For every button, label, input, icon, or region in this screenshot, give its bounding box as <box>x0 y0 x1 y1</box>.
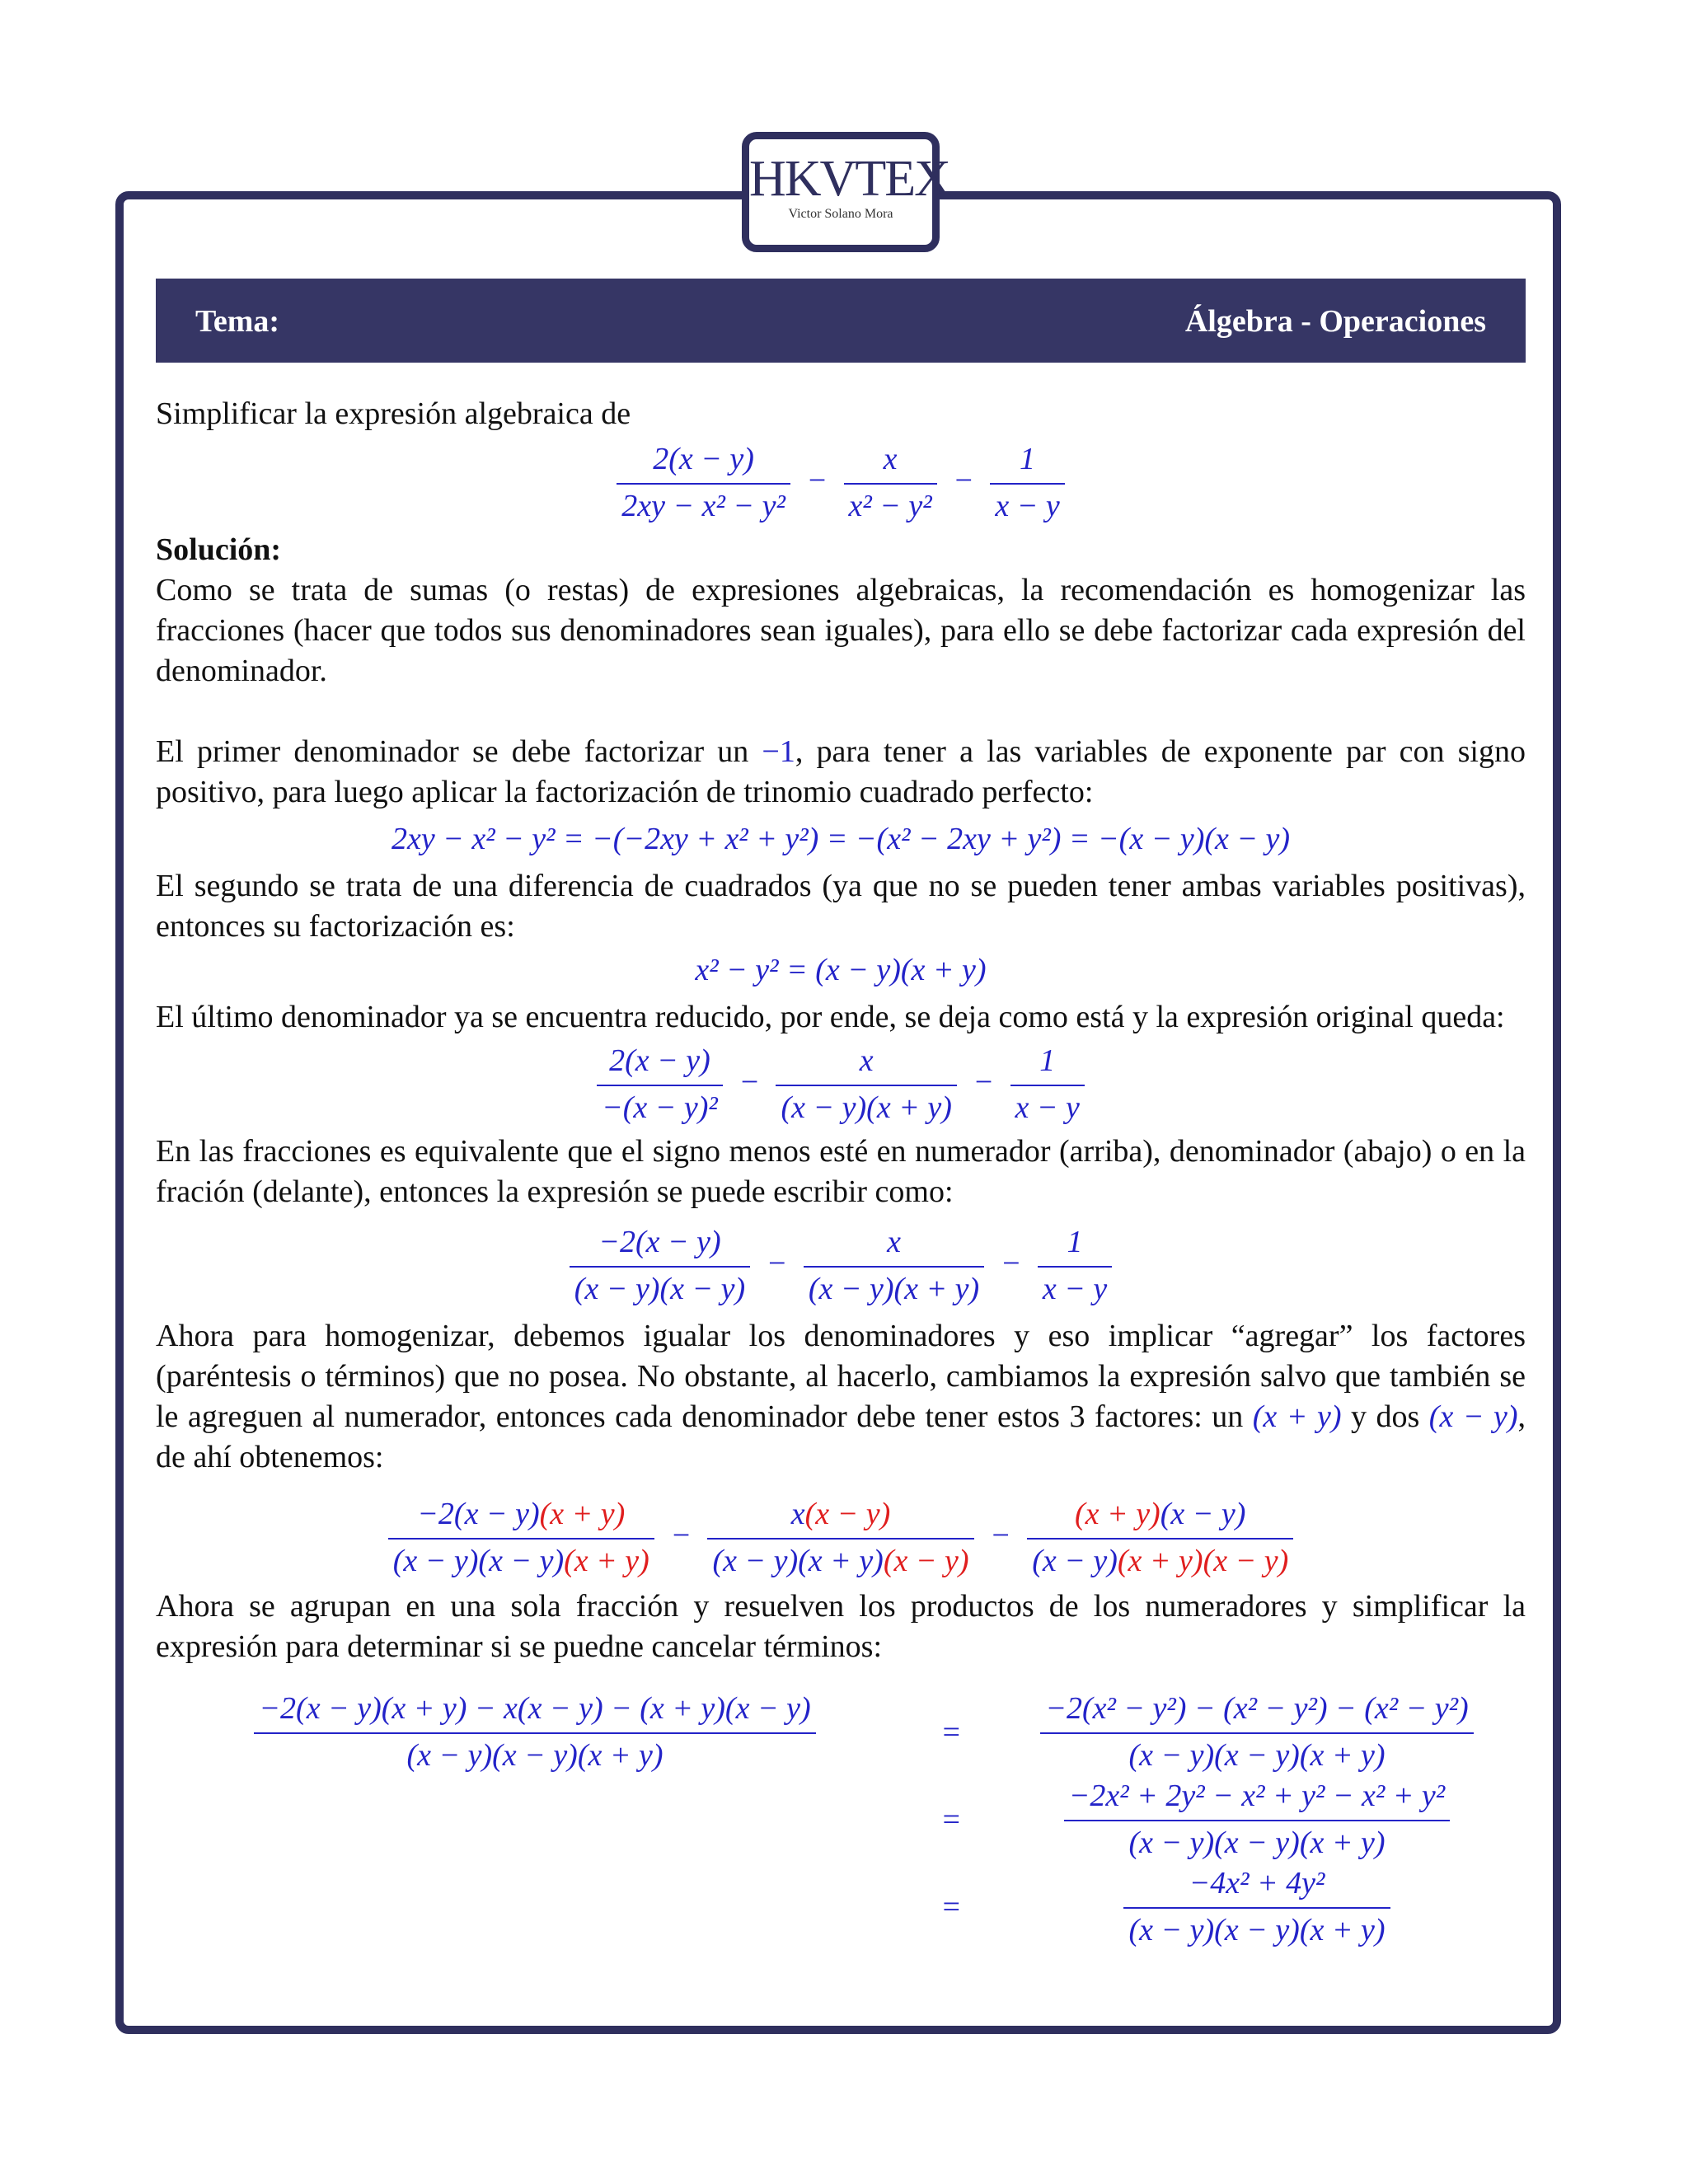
paragraph-second-denominator: El segundo se trata de una diferencia de cuadrados (ya que no se pueden tener ambas variables positivas), entonces su factorización es: <box>156 869 1526 944</box>
logo-author: Victor Solano Mora <box>788 207 893 221</box>
paragraph-last-denominator: El último denominador ya se encuentra reducido, por ende, se deja como está y la expresión original queda: <box>156 1000 1505 1034</box>
topic-value: Álgebra - Operaciones <box>1184 304 1486 339</box>
paragraph-group: Ahora se agrupan en una sola fracción y resuelven los productos de los numeradores y simplificar la expresión para determinar si se puedne cancelar términos: <box>156 1589 1526 1664</box>
equation-factor-1: 2xy − x² − y² = −(−2xy + x² + y²) = −(x² − 2xy + y²) = −(x − y)(x − y) <box>391 822 1291 856</box>
problem-statement: Simplificar la expresión algebraica de <box>156 396 631 431</box>
paragraph-first-denominator: El primer denominador se debe factorizar un −1, para tener a las variables de exponente par con signo positivo, para luego aplicar la factorización de trinomio cuadrado perfecto: <box>156 734 1526 809</box>
topic-label: Tema: <box>195 304 280 339</box>
content <box>156 394 1526 1951</box>
equation-factor-2: x² − y² = (x − y)(x + y) <box>695 953 987 987</box>
paragraph-homogenize: Ahora para homogenizar, debemos igualar los denominadores y eso implicar “agregar” los factores (paréntesis o términos) que no posea. No obstante, al hacerlo, cambiamos la expresión salvo que también se le agreguen al numerador, entonces cada denominador debe tener estos 3 factores: un (x + y) y dos (x − y), de ahí obtenemos: <box>156 1319 1526 1474</box>
equation-homogenized: $\frac{-2(x - y)(x + y)}{(x - y)(x - y)(x + y)}$ − $\frac{x(x - y)}{(x - y)(x + y)(x - y)}$ − $\frac{(x + y)(x - y)}{(x - y)(x + y)(x - y)}$ <box>156 1494 1526 1582</box>
solution-heading: Solución: <box>156 532 282 567</box>
equation-rewritten: $\frac{-2(x - y)}{(x - y)(x - y)}$ − $\frac{x}{(x - y)(x + y)}$ − $\frac{1}{x - y}$ <box>156 1222 1526 1310</box>
equation-simplification: $\frac{-2(x - y)(x + y) - x(x - y) - (x + y)(x - y)}{(x - y)(x - y)(x + y)}$ = $\frac{\text{−2(x² − y²) − (x² − y²) − (x² − y²)}}{(x - y)(x - y)(x + y)}$ = $\frac{\text{−2x² + 2y² − x² + y² − x² + y²}}{(x - y)(x - y)(x + y)}$ = $\frac{\text{−4x² + 4y²}}{(x - y)(x - y)(x + y)}$ <box>156 1689 1526 1951</box>
paragraph-sign: En las fracciones es equivalente que el signo menos esté en numerador (arriba), denominador (abajo) o en la fración (delante), entonces la expresión se puede escribir como: <box>156 1134 1526 1209</box>
equation-factored: $\frac{2(x - y)}{\text{−(x − y)²}}$ − $\frac{x}{(x - y)(x + y)}$ − $\frac{1}{x - y}$ <box>156 1041 1526 1128</box>
logo-mark: HKVTEX <box>749 151 950 207</box>
topic-bar <box>156 279 1526 363</box>
logo <box>742 132 950 252</box>
solution-intro: Como se trata de sumas (o restas) de expresiones algebraicas, la recomendación es homogenizar las fracciones (hacer que todos sus denominadores sean iguales), para ello se debe factorizar cada expresión del denominador. <box>156 573 1526 688</box>
equation-original: $\frac{2(x - y)}{\text{2xy − x² − y²}}$ − $\frac{x}{\text{x² − y²}}$ − $\frac{1}{x - y}$ <box>156 439 1526 527</box>
